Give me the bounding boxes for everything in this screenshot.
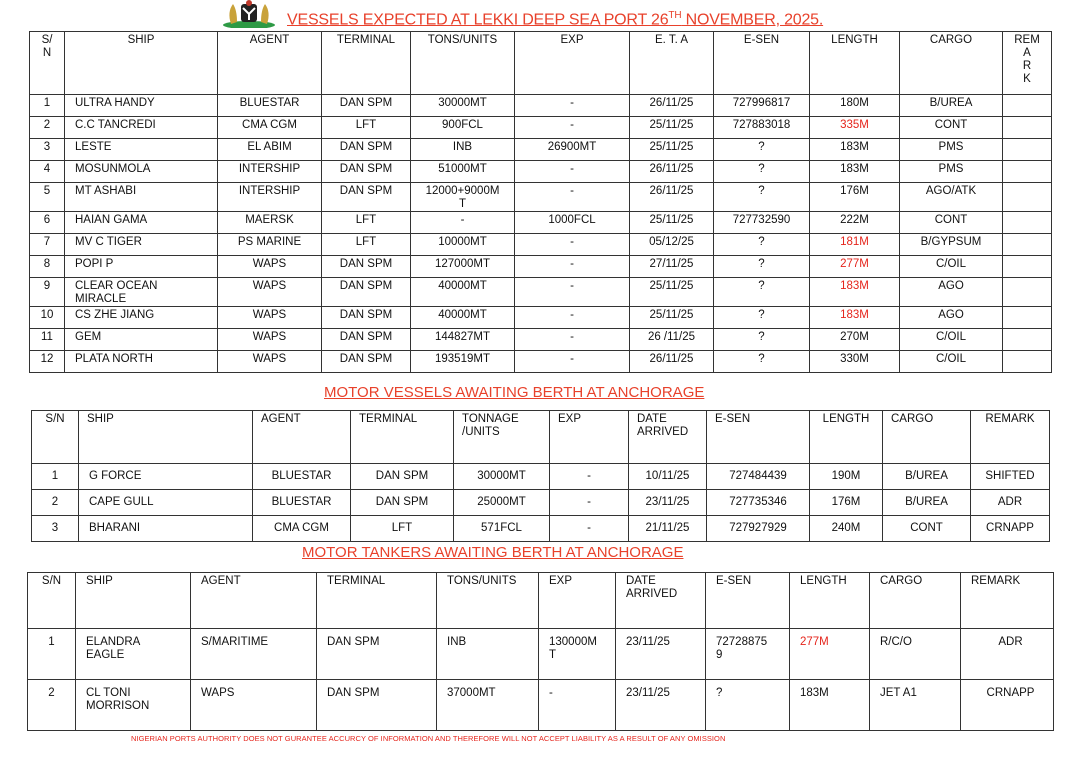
table-cell: [1003, 307, 1052, 329]
table-cell: 1: [28, 629, 76, 680]
column-header: REM A R K: [1003, 32, 1052, 95]
table-cell: 130000M T: [539, 629, 616, 680]
table-cell: MV C TIGER: [65, 234, 218, 256]
expected-vessels-table: [29, 31, 1052, 373]
table-cell: HAIAN GAMA: [65, 212, 218, 234]
table-cell: 727735346: [707, 490, 810, 516]
column-header: TONNAGE /UNITS: [454, 411, 550, 464]
table-cell: DAN SPM: [317, 629, 437, 680]
table-row: [30, 212, 1052, 234]
table-cell: 240M: [810, 516, 883, 542]
table-cell: INTERSHIP: [218, 161, 322, 183]
table-cell: LFT: [322, 117, 411, 139]
table-cell: 335M: [810, 117, 900, 139]
column-header: E-SEN: [707, 411, 810, 464]
column-header: E-SEN: [714, 32, 810, 95]
table-row: [32, 490, 1050, 516]
table-cell: DAN SPM: [351, 464, 454, 490]
table-cell: 25/11/25: [630, 117, 714, 139]
table-cell: B/UREA: [900, 95, 1003, 117]
table-row: [32, 464, 1050, 490]
table-cell: 25/11/25: [630, 307, 714, 329]
column-header: S/N: [28, 573, 76, 629]
table-cell: -: [515, 161, 630, 183]
table-cell: WAPS: [218, 278, 322, 307]
motor-tankers-heading: MOTOR TANKERS AWAITING BERTH AT ANCHORAGE: [302, 544, 684, 561]
table-cell: INB: [437, 629, 539, 680]
table-cell: CRNAPP: [971, 516, 1050, 542]
table-cell: 10000MT: [411, 234, 515, 256]
table-cell: [1003, 234, 1052, 256]
table-cell: 26900MT: [515, 139, 630, 161]
table-cell: WAPS: [191, 680, 317, 731]
table-cell: -: [515, 329, 630, 351]
table-cell: CL TONI MORRISON: [76, 680, 191, 731]
table-cell: PLATA NORTH: [65, 351, 218, 373]
table-row: [30, 161, 1052, 183]
table-row: [30, 95, 1052, 117]
table-cell: CMA CGM: [218, 117, 322, 139]
column-header: REMARK: [961, 573, 1054, 629]
table-cell: 25/11/25: [630, 278, 714, 307]
table-cell: 176M: [810, 490, 883, 516]
table-cell: 3: [32, 516, 79, 542]
table-cell: DAN SPM: [322, 183, 411, 212]
table-cell: C/OIL: [900, 329, 1003, 351]
table-cell: DAN SPM: [322, 278, 411, 307]
table-row: [30, 307, 1052, 329]
table-cell: 25/11/25: [630, 139, 714, 161]
table-cell: 23/11/25: [616, 629, 706, 680]
table-cell: 4: [30, 161, 65, 183]
table-row: [28, 680, 1054, 731]
table-cell: DAN SPM: [322, 256, 411, 278]
table-cell: 21/11/25: [629, 516, 707, 542]
table-cell: 277M: [790, 629, 870, 680]
table-cell: 25000MT: [454, 490, 550, 516]
table-cell: 330M: [810, 351, 900, 373]
table-cell: AGO/ATK: [900, 183, 1003, 212]
table-cell: 181M: [810, 234, 900, 256]
column-header: CARGO: [900, 32, 1003, 95]
table-row: [30, 256, 1052, 278]
table-cell: ?: [706, 680, 790, 731]
table-cell: ADR: [971, 490, 1050, 516]
table-cell: ?: [714, 307, 810, 329]
motor-vessels-table: [31, 410, 1050, 542]
table-cell: WAPS: [218, 351, 322, 373]
page-title: VESSELS EXPECTED AT LEKKI DEEP SEA PORT 26TH NOVEMBER, 2025.: [287, 10, 824, 29]
column-header: S/ N: [30, 32, 65, 95]
table-cell: [1003, 256, 1052, 278]
coat-of-arms-logo-icon: [221, 0, 277, 28]
table-cell: CMA CGM: [253, 516, 351, 542]
table-cell: -: [515, 351, 630, 373]
table-cell: WAPS: [218, 256, 322, 278]
table-cell: 900FCL: [411, 117, 515, 139]
table-cell: MT ASHABI: [65, 183, 218, 212]
table-cell: ADR: [961, 629, 1054, 680]
motor-vessels-heading: MOTOR VESSELS AWAITING BERTH AT ANCHORAGE: [324, 384, 705, 401]
table-cell: 40000MT: [411, 278, 515, 307]
table-cell: 183M: [810, 161, 900, 183]
table-cell: [1003, 117, 1052, 139]
table-cell: 30000MT: [454, 464, 550, 490]
table-cell: CRNAPP: [961, 680, 1054, 731]
table-cell: 11: [30, 329, 65, 351]
table-cell: CAPE GULL: [79, 490, 253, 516]
table-cell: 25/11/25: [630, 212, 714, 234]
table-cell: -: [550, 464, 629, 490]
column-header: TERMINAL: [317, 573, 437, 629]
table-cell: C/OIL: [900, 351, 1003, 373]
table-cell: PS MARINE: [218, 234, 322, 256]
table-cell: [1003, 212, 1052, 234]
table-cell: ?: [714, 183, 810, 212]
table-cell: 23/11/25: [616, 680, 706, 731]
table-cell: 270M: [810, 329, 900, 351]
table-cell: ?: [714, 329, 810, 351]
column-header: AGENT: [218, 32, 322, 95]
table-cell: DAN SPM: [322, 307, 411, 329]
table-cell: MAERSK: [218, 212, 322, 234]
table-cell: 3: [30, 139, 65, 161]
table-cell: ?: [714, 161, 810, 183]
table-cell: 1: [30, 95, 65, 117]
table-cell: [1003, 329, 1052, 351]
table-cell: 72728875 9: [706, 629, 790, 680]
table-cell: 193519MT: [411, 351, 515, 373]
column-header: TONS/UNITS: [437, 573, 539, 629]
table-cell: 12000+9000M T: [411, 183, 515, 212]
table-row: [30, 183, 1052, 212]
column-header: TERMINAL: [322, 32, 411, 95]
table-cell: BLUESTAR: [218, 95, 322, 117]
table-cell: 176M: [810, 183, 900, 212]
table-cell: 23/11/25: [629, 490, 707, 516]
table-cell: 27/11/25: [630, 256, 714, 278]
table-cell: -: [515, 234, 630, 256]
table-cell: ?: [714, 278, 810, 307]
table-cell: 222M: [810, 212, 900, 234]
table-cell: PMS: [900, 161, 1003, 183]
table-cell: 51000MT: [411, 161, 515, 183]
column-header: SHIP: [76, 573, 191, 629]
table-cell: [1003, 95, 1052, 117]
table-cell: -: [515, 307, 630, 329]
table-cell: [1003, 278, 1052, 307]
table-cell: B/UREA: [883, 490, 971, 516]
table-cell: -: [515, 278, 630, 307]
table-cell: 2: [30, 117, 65, 139]
table-cell: 9: [30, 278, 65, 307]
table-cell: 26/11/25: [630, 95, 714, 117]
column-header: LENGTH: [810, 32, 900, 95]
table-cell: 26/11/25: [630, 351, 714, 373]
table-cell: DAN SPM: [322, 351, 411, 373]
table-cell: ?: [714, 256, 810, 278]
column-header: CARGO: [870, 573, 961, 629]
table-cell: DAN SPM: [322, 329, 411, 351]
column-header: TONS/UNITS: [411, 32, 515, 95]
table-cell: 190M: [810, 464, 883, 490]
table-row: [28, 629, 1054, 680]
table-cell: -: [539, 680, 616, 731]
table-cell: [1003, 139, 1052, 161]
table-cell: 183M: [790, 680, 870, 731]
table-cell: 127000MT: [411, 256, 515, 278]
table-cell: WAPS: [218, 307, 322, 329]
table-cell: BLUESTAR: [253, 490, 351, 516]
table-cell: -: [550, 516, 629, 542]
table-cell: CLEAR OCEAN MIRACLE: [65, 278, 218, 307]
table-row: [30, 278, 1052, 307]
table-cell: 10: [30, 307, 65, 329]
table-cell: CONT: [883, 516, 971, 542]
table-cell: [1003, 351, 1052, 373]
table-row: [30, 139, 1052, 161]
table-cell: 727883018: [714, 117, 810, 139]
table-cell: LFT: [322, 234, 411, 256]
table-cell: 180M: [810, 95, 900, 117]
table-cell: 8: [30, 256, 65, 278]
table-cell: 1000FCL: [515, 212, 630, 234]
table-cell: 183M: [810, 307, 900, 329]
table-cell: B/GYPSUM: [900, 234, 1003, 256]
table-cell: G FORCE: [79, 464, 253, 490]
column-header: SHIP: [79, 411, 253, 464]
table-cell: -: [515, 183, 630, 212]
column-header: LENGTH: [810, 411, 883, 464]
table-cell: R/C/O: [870, 629, 961, 680]
table-cell: -: [515, 256, 630, 278]
column-header: DATE ARRIVED: [616, 573, 706, 629]
table-cell: 727996817: [714, 95, 810, 117]
table-cell: POPI P: [65, 256, 218, 278]
table-cell: JET A1: [870, 680, 961, 731]
table-cell: -: [515, 95, 630, 117]
table-cell: SHIFTED: [971, 464, 1050, 490]
table-cell: DAN SPM: [322, 139, 411, 161]
table-row: [30, 351, 1052, 373]
column-header: AGENT: [253, 411, 351, 464]
motor-tankers-table: [27, 572, 1054, 731]
table-cell: CS ZHE JIANG: [65, 307, 218, 329]
table-cell: C.C TANCREDI: [65, 117, 218, 139]
table-cell: BLUESTAR: [253, 464, 351, 490]
table-cell: DAN SPM: [322, 95, 411, 117]
table-cell: AGO: [900, 307, 1003, 329]
table-cell: CONT: [900, 212, 1003, 234]
table-cell: 26/11/25: [630, 161, 714, 183]
column-header: DATE ARRIVED: [629, 411, 707, 464]
table-cell: -: [550, 490, 629, 516]
table-cell: 5: [30, 183, 65, 212]
table-cell: B/UREA: [883, 464, 971, 490]
table-cell: ULTRA HANDY: [65, 95, 218, 117]
column-header: E-SEN: [706, 573, 790, 629]
table-cell: CONT: [900, 117, 1003, 139]
table-cell: 727927929: [707, 516, 810, 542]
table-cell: DAN SPM: [322, 161, 411, 183]
table-cell: 1: [32, 464, 79, 490]
table-cell: 571FCL: [454, 516, 550, 542]
table-cell: LFT: [322, 212, 411, 234]
table-cell: ELANDRA EAGLE: [76, 629, 191, 680]
table-cell: -: [411, 212, 515, 234]
table-cell: 727484439: [707, 464, 810, 490]
table-cell: -: [515, 117, 630, 139]
table-cell: 183M: [810, 278, 900, 307]
column-header: LENGTH: [790, 573, 870, 629]
table-cell: DAN SPM: [351, 490, 454, 516]
table-cell: BHARANI: [79, 516, 253, 542]
column-header: SHIP: [65, 32, 218, 95]
table-cell: 6: [30, 212, 65, 234]
column-header: EXP: [515, 32, 630, 95]
column-header: EXP: [550, 411, 629, 464]
table-cell: WAPS: [218, 329, 322, 351]
table-row: [32, 516, 1050, 542]
table-cell: 05/12/25: [630, 234, 714, 256]
disclaimer-text: NIGERIAN PORTS AUTHORITY DOES NOT GURANTEE ACCURCY OF INFORMATION AND THEREFORE WILL NOT ACCEPT LIABILITY AS A RESULT OF ANY OMISSION: [131, 734, 726, 743]
table-row: [30, 329, 1052, 351]
table-cell: INTERSHIP: [218, 183, 322, 212]
table-cell: S/MARITIME: [191, 629, 317, 680]
table-cell: 183M: [810, 139, 900, 161]
table-cell: 40000MT: [411, 307, 515, 329]
table-cell: 30000MT: [411, 95, 515, 117]
column-header: TERMINAL: [351, 411, 454, 464]
table-cell: DAN SPM: [317, 680, 437, 731]
table-cell: C/OIL: [900, 256, 1003, 278]
table-cell: INB: [411, 139, 515, 161]
table-cell: 7: [30, 234, 65, 256]
table-cell: ?: [714, 234, 810, 256]
table-row: [30, 117, 1052, 139]
table-cell: 26/11/25: [630, 183, 714, 212]
table-cell: ?: [714, 139, 810, 161]
table-cell: PMS: [900, 139, 1003, 161]
table-cell: LESTE: [65, 139, 218, 161]
column-header: REMARK: [971, 411, 1050, 464]
column-header: S/N: [32, 411, 79, 464]
table-cell: [1003, 161, 1052, 183]
table-cell: AGO: [900, 278, 1003, 307]
table-cell: 727732590: [714, 212, 810, 234]
table-cell: 144827MT: [411, 329, 515, 351]
column-header: CARGO: [883, 411, 971, 464]
table-cell: 2: [28, 680, 76, 731]
table-cell: 277M: [810, 256, 900, 278]
column-header: EXP: [539, 573, 616, 629]
table-cell: MOSUNMOLA: [65, 161, 218, 183]
column-header: AGENT: [191, 573, 317, 629]
table-cell: 12: [30, 351, 65, 373]
table-cell: 2: [32, 490, 79, 516]
table-cell: 37000MT: [437, 680, 539, 731]
table-cell: 26 /11/25: [630, 329, 714, 351]
table-cell: EL ABIM: [218, 139, 322, 161]
table-cell: LFT: [351, 516, 454, 542]
table-cell: ?: [714, 351, 810, 373]
column-header: E. T. A: [630, 32, 714, 95]
table-cell: [1003, 183, 1052, 212]
table-cell: GEM: [65, 329, 218, 351]
table-cell: 10/11/25: [629, 464, 707, 490]
table-row: [30, 234, 1052, 256]
